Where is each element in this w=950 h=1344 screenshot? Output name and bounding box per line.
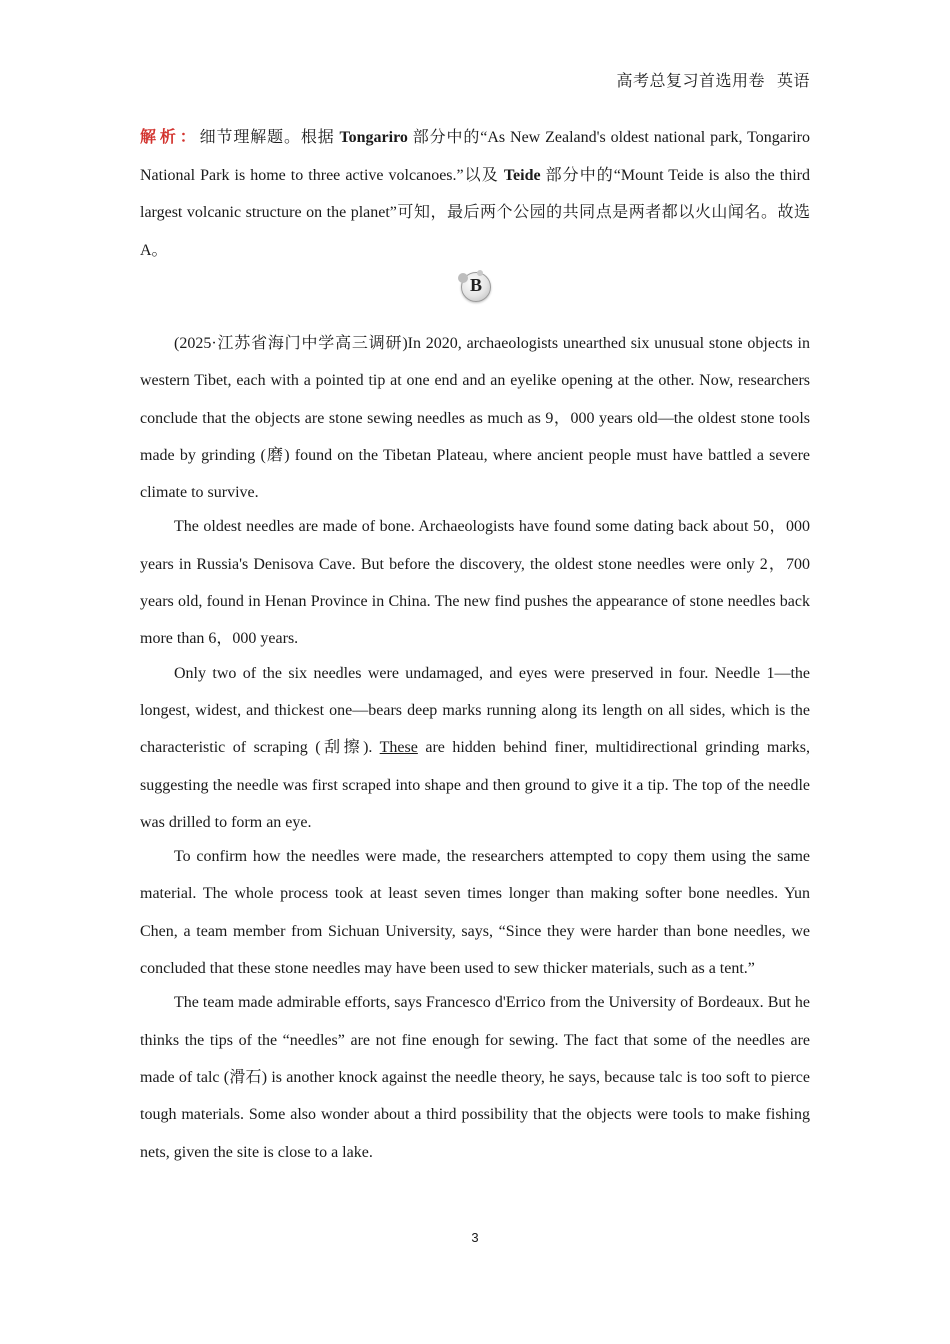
- passage-paragraph-3: [140, 655, 810, 841]
- page-header: [616, 68, 810, 91]
- page-number: 3: [471, 1230, 479, 1245]
- answer-analysis: [140, 119, 810, 269]
- analysis-text-1: 细节理解题。根据: [199, 129, 335, 146]
- paragraph-3-after: are hidden behind finer, multidirectional grinding marks, suggesting the needle was first scraped into shape and then ground to give it a tip. The top of the needle was drilled to form an eye.: [140, 739, 810, 831]
- underlined-word-these: These: [379, 739, 418, 757]
- analysis-text-2: 部分中的“As New Zealand's oldest national park, Tongariro National Park is home to three active volcanoes.”以及: [140, 129, 810, 184]
- passage-paragraph-1: (2025·江苏省海门中学高三调研)In 2020, archaeologists unearthed six unusual stone objects in western Tibet, each with a pointed tip at one end and an eyelike opening at the other. Now, researchers conclude that the objects are stone sewing needles as much as 9，000 years old—the oldest stone tools made by grinding (磨) found on the Tibetan Plateau, where ancient people must have battled a severe climate to survive.: [140, 335, 810, 502]
- analysis-label: 解析：: [140, 129, 200, 146]
- reading-passage: [140, 325, 810, 1168]
- passage-paragraph-2: The oldest needles are made of bone. Archaeologists have found some dating back about 50，000 years in Russia's Denisova Cave. But before the discovery, the oldest stone needles were only 2，700 years old, found in Henan Province in China. The new find pushes the appearance of stone needles back more than 6，000 years.: [140, 518, 810, 648]
- passage-paragraph-4: To confirm how the needles were made, the researchers attempted to copy them using the same material. The whole process took at least seven times longer than making softer bone needles. Yun Chen, a team member from Sichuan University, says, “Since they were harder than bone needles, we concluded that these stone needles may have been used to sew thicker materials, such as a tent.”: [140, 848, 810, 978]
- analysis-bold-tongariro: Tongariro: [339, 129, 408, 146]
- header-subject: 英语: [776, 73, 810, 90]
- section-b-badge: [461, 272, 491, 302]
- paragraph-3-before: Only two of the six needles were undamaged, and eyes were preserved in four. Needle 1—the longest, widest, and thickest one—bears deep marks running along its length on all sides, which is the characteristic of scraping (刮擦).: [140, 664, 810, 757]
- passage-paragraph-5: The team made admirable efforts, says Francesco d'Errico from the University of Bordeaux. But he thinks the tips of the “needles” are not fine enough for sewing. The fact that some of the needles are made of talc (滑石) is another knock against the needle theory, he says, because talc is too soft to pierce tough materials. Some also wonder about a third possibility that the objects were tools to make fishing nets, given the site is close to a lake.: [140, 994, 810, 1161]
- analysis-text-3: 部分中的“Mount Teide is also the third largest volcanic structure on the planet”可知，最后两个公园的共同点是两者都以火山闻名。故选 A。: [140, 166, 810, 259]
- header-book-title: 高考总复习首选用卷: [616, 73, 765, 90]
- badge-letter: B: [469, 275, 482, 295]
- analysis-bold-teide: Teide: [503, 166, 541, 184]
